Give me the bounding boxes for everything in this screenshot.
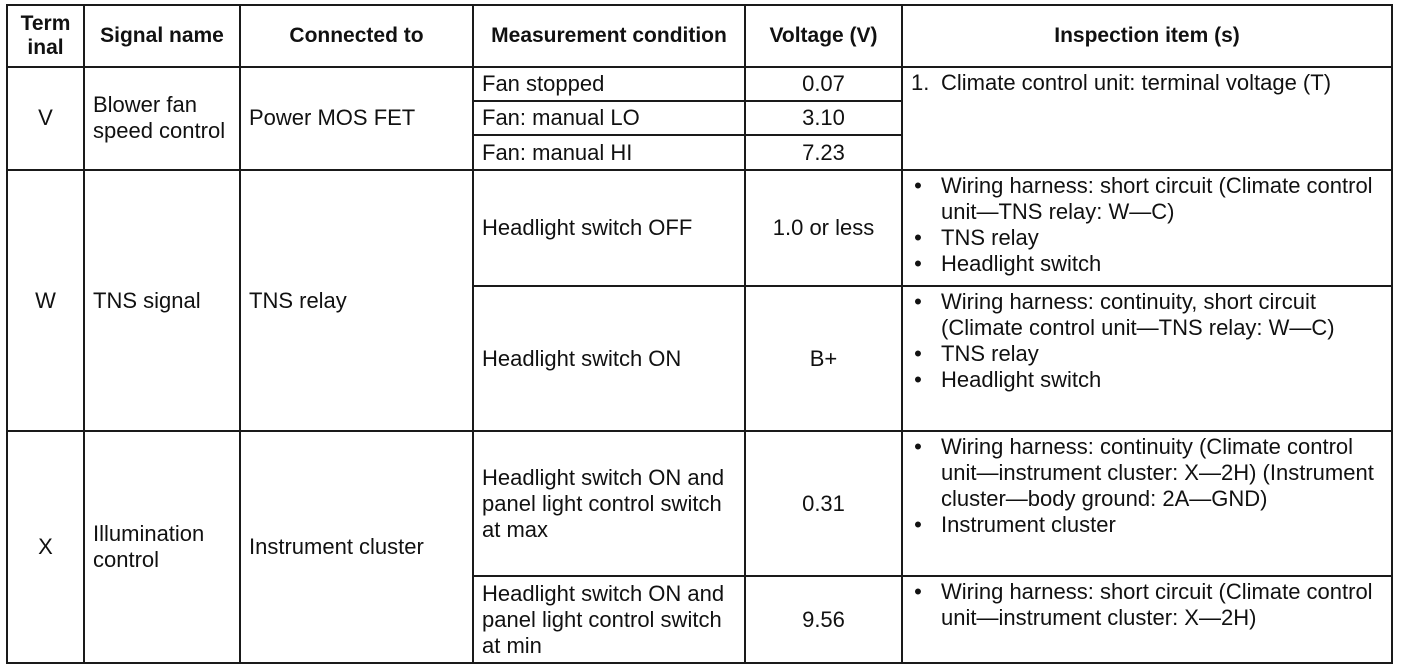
header-connected-to: Connected to — [240, 5, 473, 67]
voltage-cell: 0.31 — [745, 431, 902, 576]
inspection-item: • TNS relay — [914, 341, 1039, 367]
bullet-icon: • — [914, 341, 922, 367]
voltage-cell: 3.10 — [745, 101, 902, 135]
voltage-cell: B+ — [745, 286, 902, 431]
terminal-cell: X — [7, 431, 84, 663]
inspection-item: • Headlight switch — [914, 250, 1102, 276]
table-row — [7, 67, 1392, 101]
signal-name-cell: TNS signal — [84, 170, 240, 432]
inspection-item: • Headlight switch — [914, 367, 1102, 393]
bullet-icon: • — [914, 289, 922, 315]
bullet-icon: • — [914, 434, 922, 460]
header-measurement-condition: Measurement condition — [473, 5, 745, 67]
signal-name-cell: Blower fan speed control — [84, 67, 240, 170]
inspection-cell — [902, 576, 1392, 663]
inspection-cell — [902, 67, 1392, 170]
inspection-cell — [902, 431, 1392, 576]
header-terminal: Term inal — [7, 5, 84, 67]
table-row — [7, 431, 1392, 576]
bullet-icon: • — [914, 250, 922, 276]
connected-to-cell: TNS relay — [240, 170, 473, 432]
bullet-icon: • — [914, 172, 922, 198]
item-text: Climate control unit: terminal voltage (T) — [941, 70, 1332, 95]
bullet-icon: • — [914, 224, 922, 250]
condition-cell: Fan: manual LO — [473, 101, 745, 135]
inspection-item: • TNS relay — [914, 224, 1039, 250]
inspection-item: • Wiring harness: continuity, short circuit (Climate control unit—TNS relay: W—C) — [914, 289, 1335, 341]
condition-cell: Fan: manual HI — [473, 135, 745, 169]
inspection-item: • Instrument cluster — [914, 512, 1116, 538]
inspection-item: • Wiring harness: continuity (Climate control unit—instrument cluster: X—2H) (Instrument cluster—body ground: 2A—GND) — [914, 434, 1374, 512]
condition-cell: Headlight switch ON and panel light control switch at max — [473, 431, 745, 576]
terminal-inspection-table — [6, 4, 1393, 664]
terminal-cell: V — [7, 67, 84, 170]
header-voltage: Voltage (V) — [745, 5, 902, 67]
bullet-icon: • — [914, 579, 922, 605]
inspection-cell — [902, 170, 1392, 287]
inspection-cell — [902, 286, 1392, 431]
inspection-item: • Wiring harness: short circuit (Climate control unit—TNS relay: W—C) — [914, 172, 1373, 224]
voltage-cell: 1.0 or less — [745, 170, 902, 287]
connected-to-cell: Instrument cluster — [240, 431, 473, 663]
inspection-item — [911, 70, 1383, 96]
bullet-icon: • — [914, 512, 922, 538]
header-signal-name: Signal name — [84, 5, 240, 67]
condition-cell: Headlight switch ON — [473, 286, 745, 431]
item-number: 1. — [911, 70, 930, 95]
condition-cell: Fan stopped — [473, 67, 745, 101]
condition-cell: Headlight switch ON and panel light control switch at min — [473, 576, 745, 663]
bullet-icon: • — [914, 367, 922, 393]
voltage-cell: 9.56 — [745, 576, 902, 663]
table-row — [7, 170, 1392, 287]
voltage-cell: 0.07 — [745, 67, 902, 101]
voltage-cell: 7.23 — [745, 135, 902, 169]
connected-to-cell: Power MOS FET — [240, 67, 473, 170]
terminal-cell: W — [7, 170, 84, 432]
condition-cell: Headlight switch OFF — [473, 170, 745, 287]
signal-name-cell: Illumination control — [84, 431, 240, 663]
header-inspection-items: Inspection item (s) — [902, 5, 1392, 67]
inspection-item: • Wiring harness: short circuit (Climate control unit—instrument cluster: X—2H) — [914, 579, 1373, 631]
